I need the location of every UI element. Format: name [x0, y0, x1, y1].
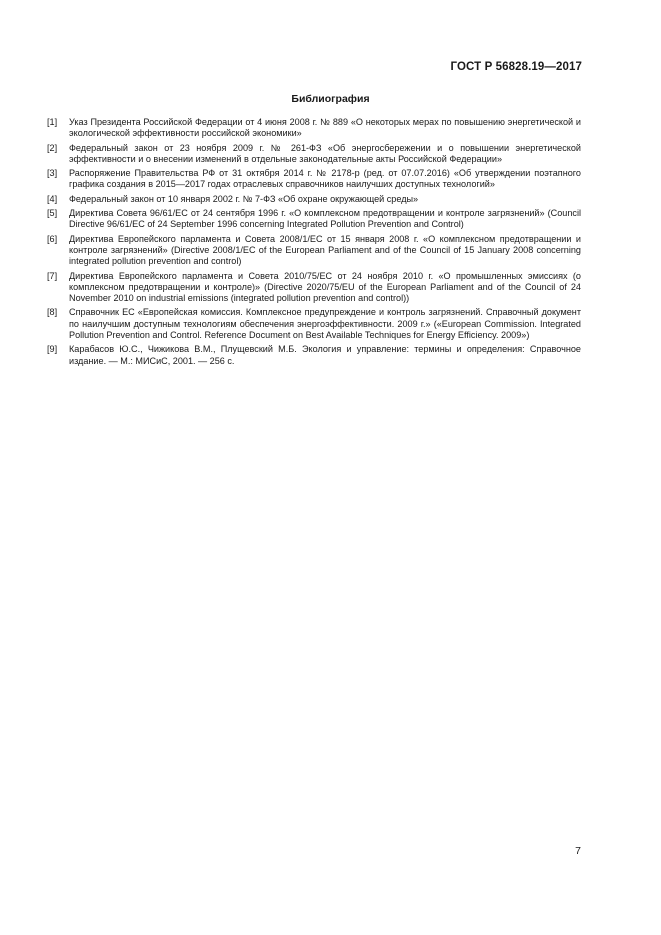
document-code: ГОСТ Р 56828.19—2017: [450, 61, 582, 73]
reference-item: [47, 143, 581, 166]
reference-text: Указ Президента Российской Федерации от 4 июня 2008 г. № 889 «О некоторых мерах по повышению энергетической и экологической эффективности российской экономики»: [69, 117, 581, 139]
reference-text: Распоряжение Правительства РФ от 31 октября 2014 г. № 2178-р (ред. от 07.07.2016) «Об утверждении поэтапного графика создания в 2015—2017 годах отраслевых справочников наилучших доступных технологий»: [69, 168, 581, 190]
reference-text: Карабасов Ю.С., Чижикова В.М., Плущевский М.Б. Экология и управление: термины и определения: Справочное издание. — М.: МИСиС, 2001. — 256 с.: [69, 344, 581, 366]
reference-item: [47, 208, 581, 231]
reference-text: Федеральный закон от 10 января 2002 г. № 7-ФЗ «Об охране окружающей среды»: [69, 193, 419, 204]
reference-item: [47, 194, 581, 205]
reference-text: Федеральный закон от 23 ноября 2009 г. № 261-ФЗ «Об энергосбережении и о повышении энергетической эффективности и о внесении изменений в отдельные законодательные акты Российской Федерации»: [69, 142, 581, 164]
reference-number: [7]: [47, 270, 58, 281]
reference-number: [8]: [47, 307, 58, 318]
reference-item: [47, 117, 581, 140]
reference-item: [47, 168, 581, 191]
reference-number: [1]: [47, 117, 58, 127]
reference-item: [47, 234, 581, 268]
reference-number: [3]: [47, 168, 58, 179]
reference-item: [47, 344, 581, 367]
section-title: Библиография: [291, 93, 370, 105]
reference-number: [5]: [47, 208, 58, 219]
page-number: 7: [575, 845, 581, 857]
reference-item: [47, 271, 581, 305]
reference-number: [4]: [47, 193, 58, 204]
bibliography-list: [47, 117, 581, 370]
reference-item: [47, 307, 581, 341]
reference-number: [6]: [47, 233, 58, 244]
reference-text: Директива Европейского парламента и Совета 2010/75/ЕС от 24 ноября 2010 г. «О промышленных эмиссиях (о комплексном предотвращении и контроле)» (Directive 2020/75/EU of the European Parliament and of the Council of 24 November 2010 on industrial emissions (integrated pollution prevention and control)): [69, 270, 581, 304]
reference-text: Директива Европейского парламента и Совета 2008/1/ЕС от 15 января 2008 г. «О комплексном предотвращении и контроле загрязнений» (Directive 2008/1/EC of the European Parliament and of the Council of 15 January 2008 concerning integrated pollution prevention and control): [69, 233, 581, 267]
reference-number: [9]: [47, 344, 58, 355]
reference-text: Справочник ЕС «Европейская комиссия. Комплексное предупреждение и контроль загрязнений. Справочный документ по наилучшим доступным технологиям обеспечения энергоэффективности. 2009 г.» («European Commission. Integrated Pollution Prevention and Control. Reference Document on Best Available Techniques for Energy Efficiency. 2009»): [69, 307, 581, 341]
reference-text: Директива Совета 96/61/ЕС от 24 сентября 1996 г. «О комплексном предотвращении и контроле загрязнений» (Council Directive 96/61/EC of 24 September 1996 concerning Integrated Pollution Prevention and Control): [69, 208, 581, 230]
reference-number: [2]: [47, 142, 58, 153]
